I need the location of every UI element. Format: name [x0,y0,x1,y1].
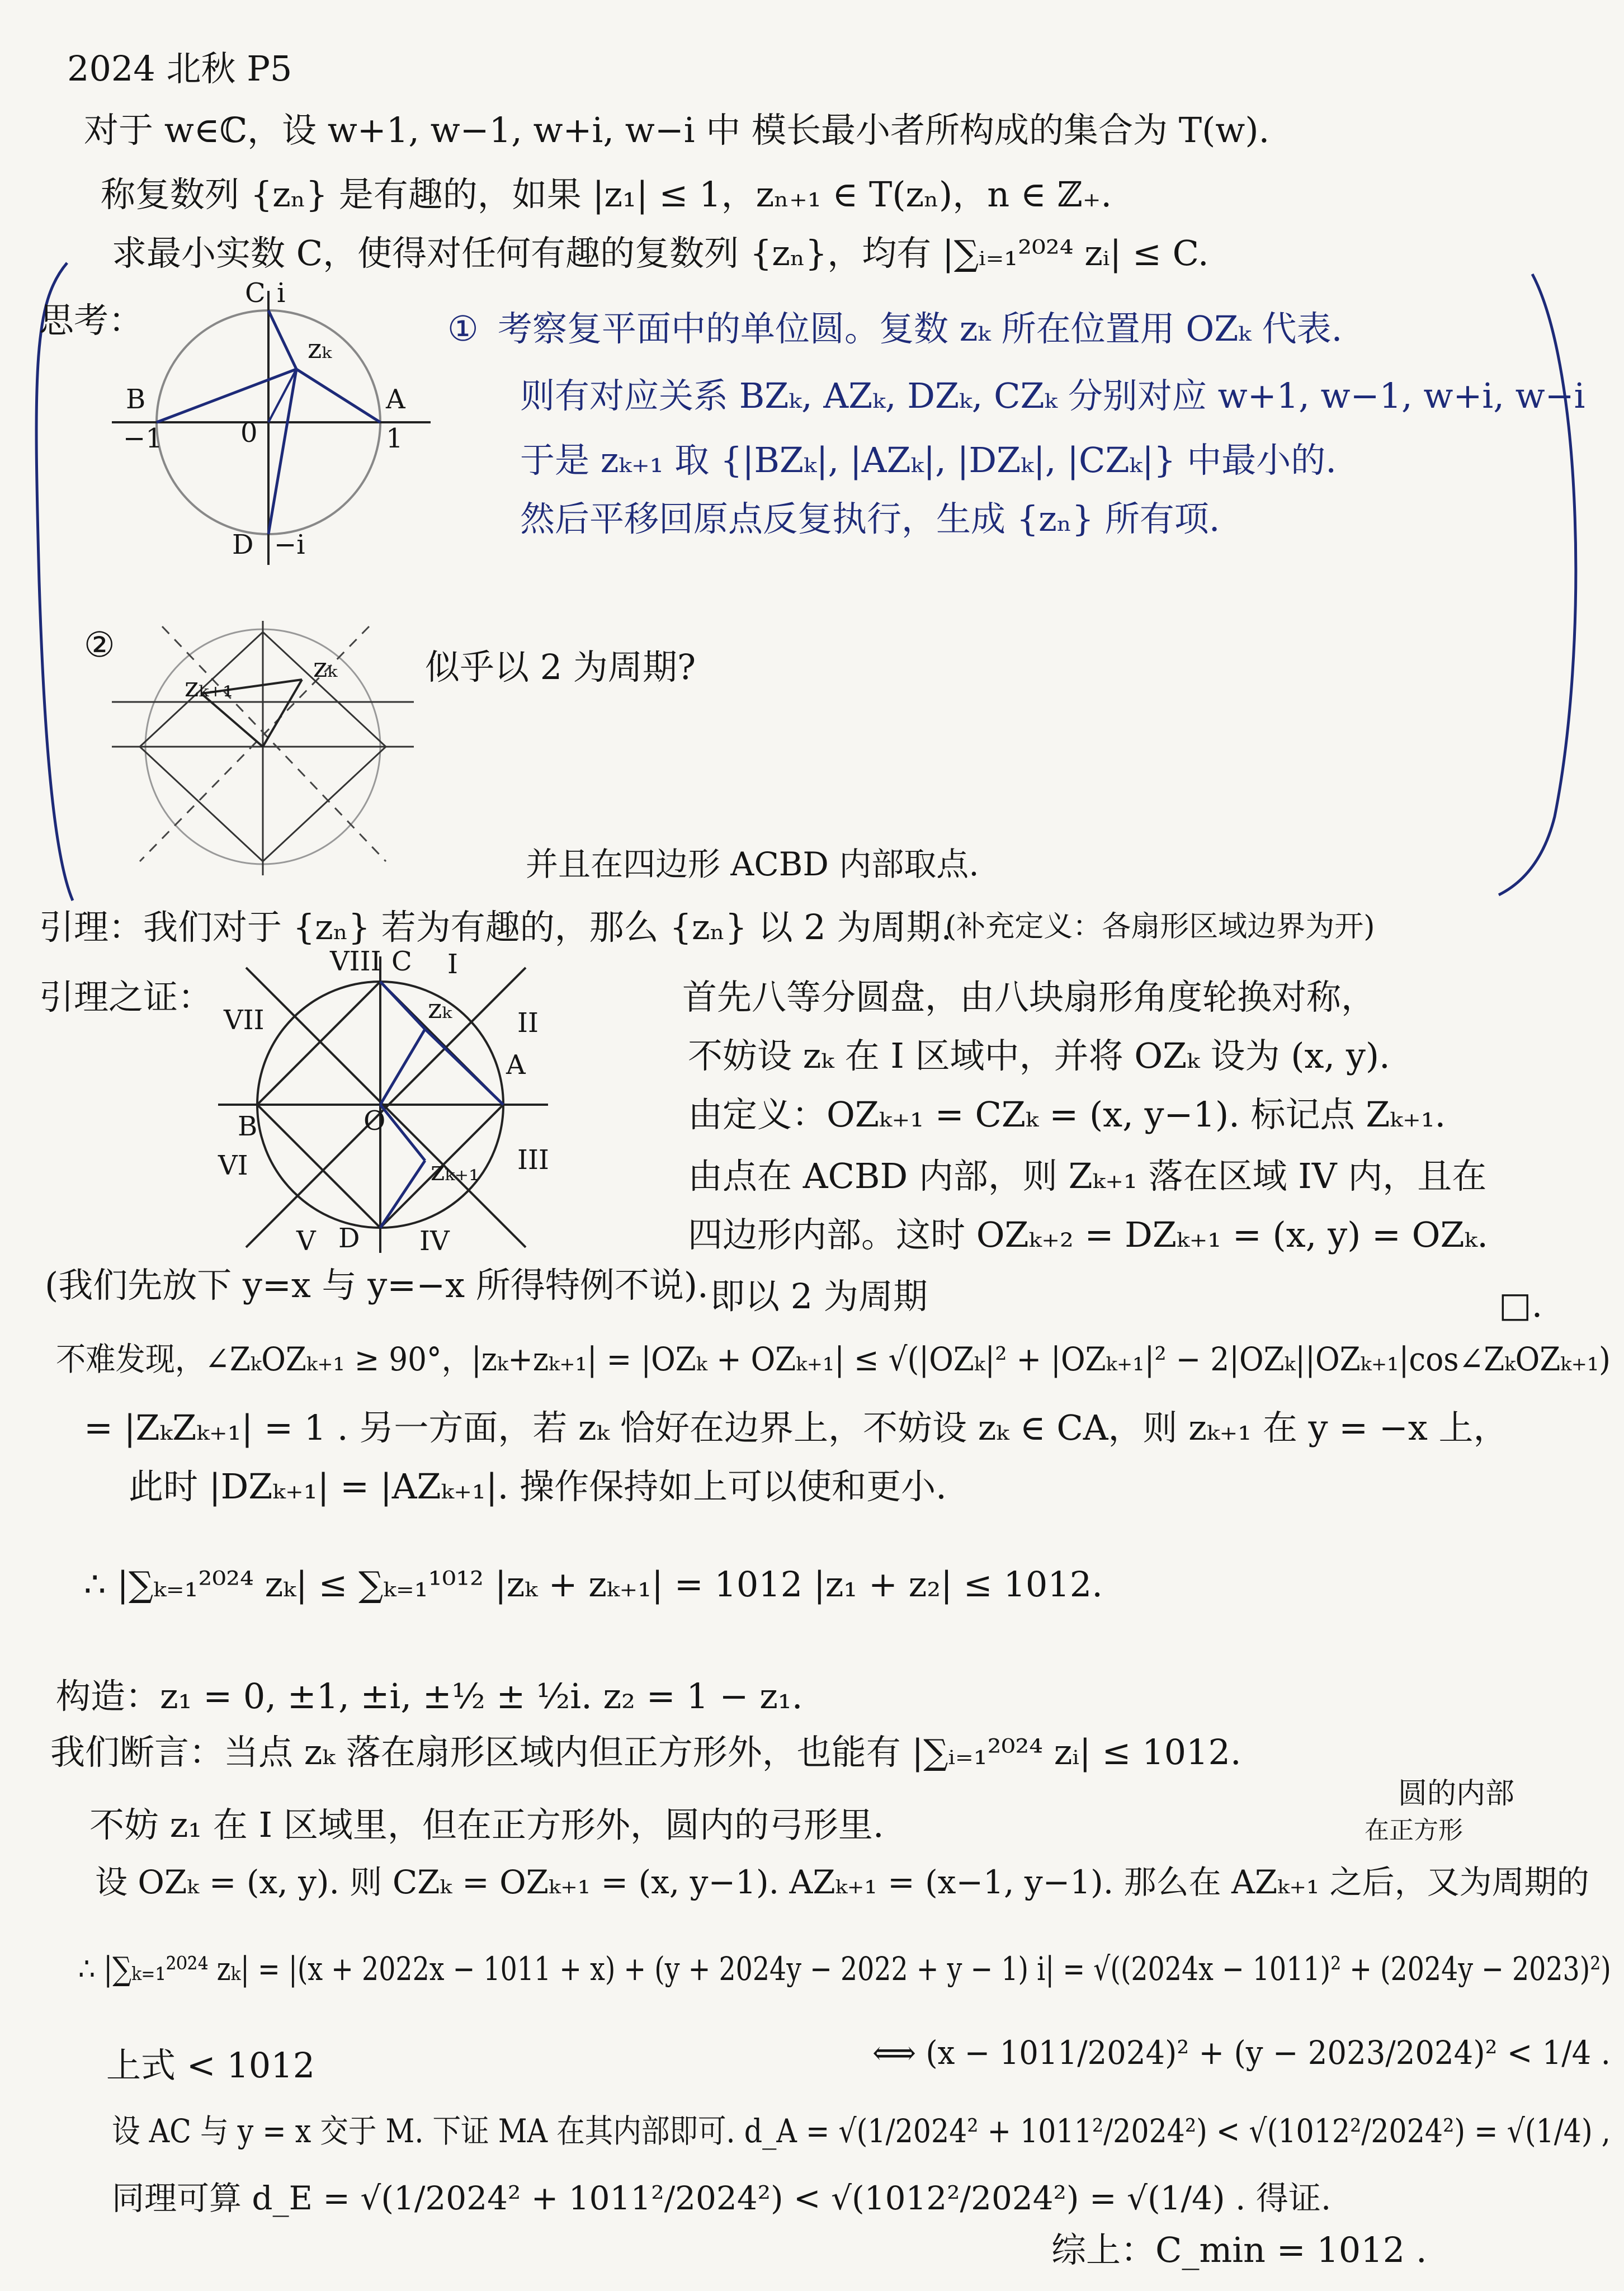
period-sketch-figure [106,615,419,878]
fig3-label-d: D [338,1223,360,1254]
construct-line-2: 我们断言：当点 zₖ 落在扇形区域内但正方形外，也能有 |∑ᵢ₌₁²⁰²⁴ zᵢ| ≤ 1012. [50,1732,1241,1773]
thinking-line-1: 考察复平面中的单位圆。复数 zₖ 所在位置用 OZₖ 代表. [498,308,1343,349]
problem-line-1: 对于 w∈ℂ，设 w+1, w−1, w+i, w−i 中 模长最小者所构成的集合为 T(w). [84,110,1270,150]
thinking-line-3: 于是 zₖ₊₁ 取 {|BZₖ|, |AZₖ|, |DZₖ|, |CZₖ|} 中最小的. [520,440,1337,480]
fig1-label-d: D [232,529,254,560]
fig3-label-o: O [363,1105,386,1137]
fig1-label-c: C [245,280,266,309]
final-answer: 综上：C_min = 1012 . [1051,2229,1427,2270]
thinking-line-4: 然后平移回原点反复执行，生成 {zₙ} 所有项. [520,498,1220,539]
fig1-label-origin: 0 [240,417,258,449]
construct-line-7: ⟺ (x − 1011/2024)² + (y − 2023/2024)² < 1/4 . [872,2034,1611,2072]
fig1-label-one: 1 [386,423,403,454]
fig3-label-vi: VI [218,1150,248,1181]
thinking-label: 思考： [39,300,144,341]
lemma-proof-3: 由定义：OZₖ₊₁ = CZₖ = (x, y−1). 标记点 Zₖ₊₁. [688,1094,1446,1135]
lemma-proof-label: 引理之证： [39,977,213,1017]
lemma-proof-2: 不妨设 zₖ 在 I 区域中，并将 OZₖ 设为 (x, y). [688,1035,1390,1076]
page-title: 2024 北秋 P5 [67,48,292,89]
side-note-2: 在正方形 [1365,1816,1463,1845]
problem-line-3: 求最小实数 C，使得对任何有趣的复数列 {zₙ}，均有 |∑ᵢ₌₁²⁰²⁴ zᵢ| ≤ C. [112,233,1209,274]
fig1-label-minus-i: −i [274,529,305,560]
construct-line-6: 上式 < 1012 [106,2045,315,2086]
fig1-label-zk: zₖ [308,333,332,365]
lemma-statement: 引理：我们对于 {zₙ} 若为有趣的，那么 {zₙ} 以 2 为周期. [39,907,952,947]
thinking-line-2: 则有对应关系 BZₖ, AZₖ, DZₖ, CZₖ 分别对应 w+1, w−1, w+i, w−i [520,375,1585,416]
problem-line-2: 称复数列 {zₙ} 是有趣的，如果 |z₁| ≤ 1，zₙ₊₁ ∈ T(zₙ)，n ∈ ℤ₊. [101,174,1112,215]
construct-line-8: 设 AC 与 y = x 交于 M. 下证 MA 在其内部即可. d_A = √(1/2024² + 1011²/2024²) < √(1012²/2024²) = √(1/4) , [112,2112,1611,2150]
lemma-remark: (补充定义：各扇形区域边界为开) [945,910,1375,944]
lemma-proof-1: 首先八等分圆盘，由八块扇形角度轮换对称， [682,977,1376,1017]
fig3-label-b: B [238,1111,258,1142]
thinking-num-1: ① [447,308,479,349]
thinking-line-5: 似乎以 2 为周期? [425,647,696,687]
lemma-aside: (我们先放下 y=x 与 y=−x 所得特例不说). [45,1265,709,1305]
thinking-num-2: ② [84,624,115,665]
lemma-proof-6: 即以 2 为周期 [710,1276,928,1317]
unit-circle-figure [106,280,453,571]
bound-line-1: 不难发现，∠ZₖOZₖ₊₁ ≥ 90°，|zₖ+zₖ₊₁| = |OZₖ + OZₖ₊₁| ≤ √(|OZₖ|² + |OZₖ₊₁|² − 2|OZₖ||OZₖ₊₁|cos∠ZₖOZₖ₊₁) [56,1340,1611,1378]
fig1-label-b: B [126,384,146,415]
fig3-label-v: V [296,1225,316,1257]
lemma-proof-5: 四边形内部。这时 OZₖ₊₂ = DZₖ₊₁ = (x, y) = OZₖ. [688,1214,1488,1255]
fig3-label-vii: VII [224,1005,265,1036]
bound-line-3: 此时 |DZₖ₊₁| = |AZₖ₊₁|. 操作保持如上可以使和更小. [129,1466,947,1507]
fig1-label-minus1: −1 [123,423,163,454]
fig3-label-c: C [391,946,412,977]
fig3-label-a: A [506,1049,526,1081]
construct-line-4: 设 OZₖ = (x, y). 则 CZₖ = OZₖ₊₁ = (x, y−1). AZₖ₊₁ = (x−1, y−1). 那么在 AZₖ₊₁ 之后，又为周期的 [95,1863,1589,1901]
fig3-label-ii: II [517,1007,539,1039]
fig3-label-i: I [447,949,458,980]
fig3-label-zk1: zₖ₊₁ [431,1156,480,1187]
vector-azk [296,369,380,422]
fig1-label-i: i [277,280,286,309]
construct-line-1: 构造：z₁ = 0, ±1, ±i, ±½ ± ½i. z₂ = 1 − z₁. [56,1676,803,1717]
construct-line-5: ∴ |∑ₖ₌₁²⁰²⁴ zₖ| = |(x + 2022x − 1011 + x) + (y + 2024y − 2022 + y − 1) i| = √((2024x − 1011)² + (2024y − 2023)²) [78,1950,1611,1988]
bound-line-4: ∴ |∑ₖ₌₁²⁰²⁴ zₖ| ≤ ∑ₖ₌₁¹⁰¹² |zₖ + zₖ₊₁| = 1012 |z₁ + z₂| ≤ 1012. [84,1564,1103,1605]
fig3-label-zk: zₖ [428,993,452,1025]
vector-czk [268,310,296,369]
fig3-label-iv: IV [419,1225,450,1257]
lemma-top-note: 并且在四边形 ACBD 内部取点. [526,845,979,883]
side-note-1: 圆的内部 [1398,1777,1515,1811]
vector-bzk [157,369,296,422]
fig3-label-viii: VIII [330,946,381,977]
fig2-label-zk: zₖ [313,652,337,683]
lemma-qed: □. [1499,1284,1543,1325]
construct-line-3: 不妨 z₁ 在 I 区域里，但在正方形外，圆内的弓形里. [89,1804,884,1845]
fig2-label-zk1: zₖ₊₁ [185,672,234,703]
fig1-label-a: A [386,384,405,415]
fig3-label-iii: III [517,1144,549,1176]
eight-sector-figure [213,945,559,1258]
bound-line-2: = |ZₖZₖ₊₁| = 1 . 另一方面，若 zₖ 恰好在边界上，不妨设 zₖ ∈ CA，则 zₖ₊₁ 在 y = −x 上， [84,1407,1508,1448]
lemma-proof-4: 由点在 ACBD 内部，则 Zₖ₊₁ 落在区域 IV 内，且在 [688,1156,1487,1196]
construct-line-9: 同理可算 d_E = √(1/2024² + 1011²/2024²) < √(1012²/2024²) = √(1/4) . 得证. [112,2179,1332,2217]
